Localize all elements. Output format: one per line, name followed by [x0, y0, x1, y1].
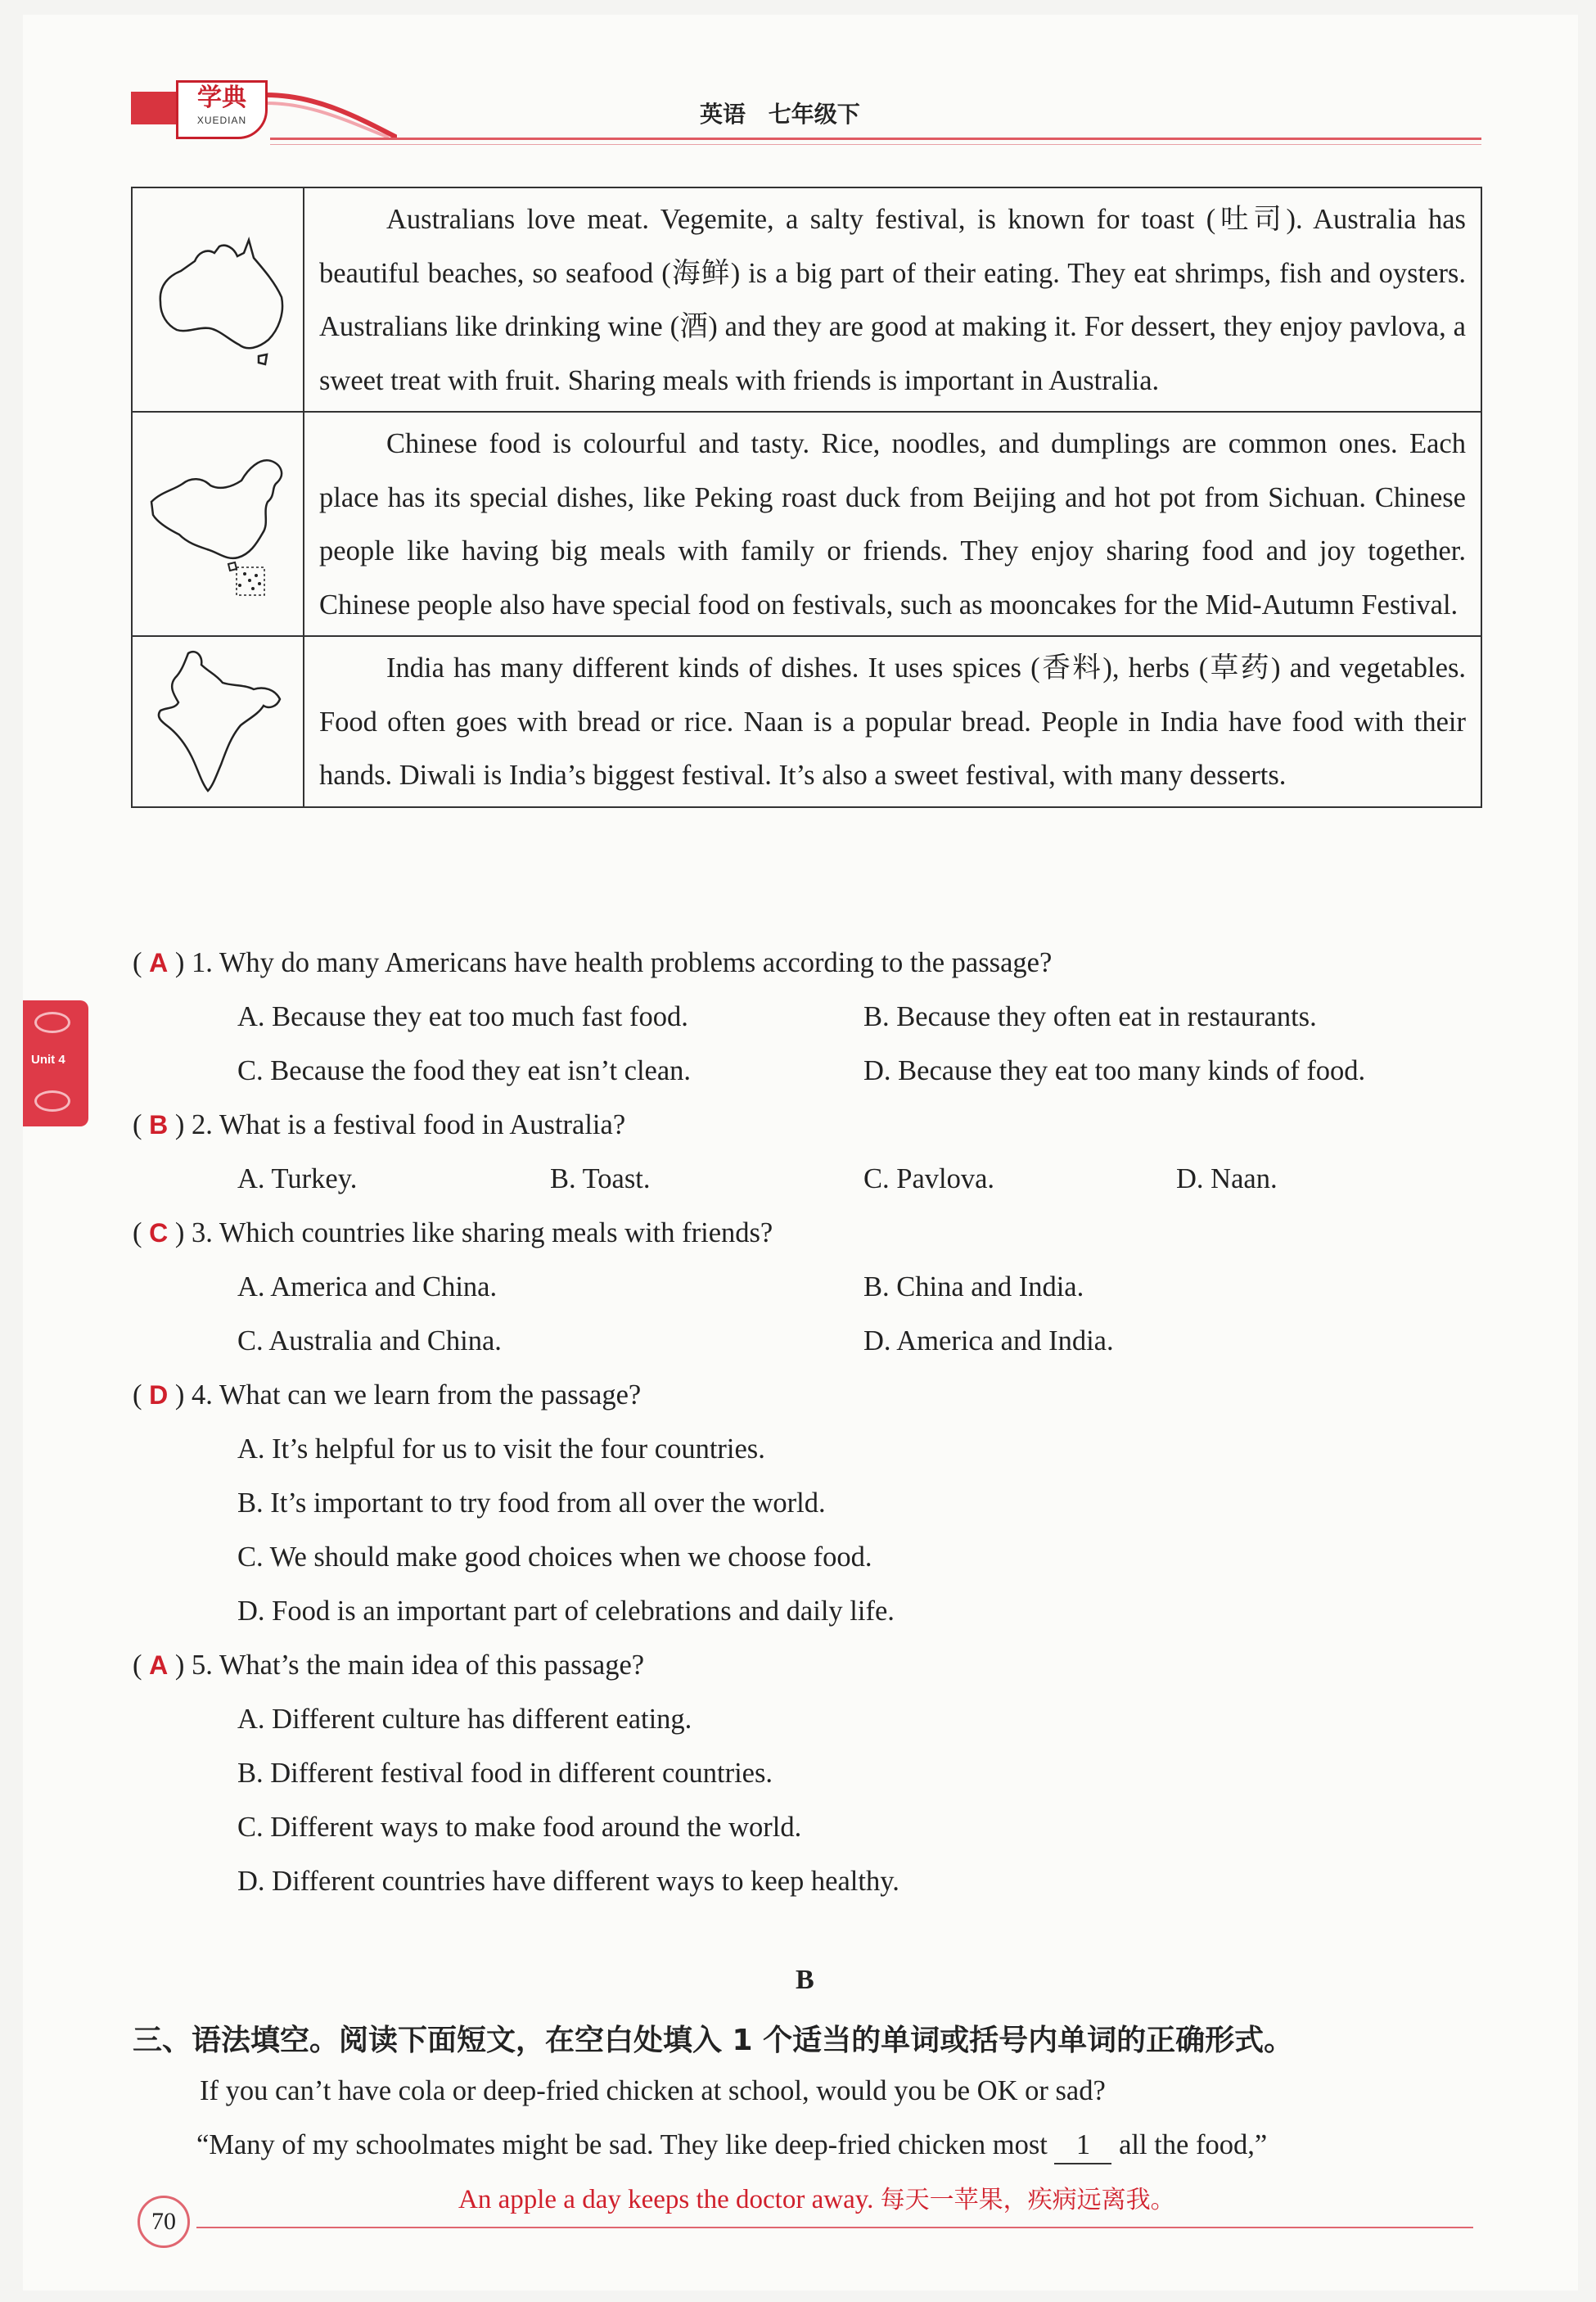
footer-motto — [458, 2179, 1175, 2215]
option: C. Different ways to make food around the world. — [237, 1812, 802, 1843]
motto-english: An apple a day keeps the doctor away. — [458, 2185, 874, 2214]
cloze-blank: 1 — [1054, 2127, 1111, 2164]
swirl-ornament-icon — [34, 1090, 70, 1112]
china-map-icon — [140, 445, 295, 600]
question-stem: 2. What is a festival food in Australia? — [191, 1109, 626, 1140]
table-row — [132, 187, 1481, 412]
option: D. Because they eat too many kinds of food. — [863, 1055, 1366, 1086]
option: D. Food is an important part of celebrations and daily life. — [237, 1596, 895, 1627]
section-b-heading: B — [796, 1965, 814, 1995]
option: D. Naan. — [1176, 1163, 1278, 1194]
question-stem: 1. Why do many Americans have health problems according to the passage? — [191, 947, 1053, 978]
table-row — [132, 412, 1481, 636]
table-row — [132, 636, 1481, 807]
passage-text: Chinese food is colourful and tasty. Rice, noodles, and dumplings are common ones. Each place has its special dishes, like Peking roast duck from Beijing and hot pot from Sichuan. Chinese people like having big meals with family or friends. They enjoy sharing food and joy together. Chinese people also have special food on festivals, such as mooncakes for the Mid-Autumn Festival. — [319, 428, 1466, 621]
question-4: ( D ) 4. What can we learn from the passage? — [133, 1379, 642, 1411]
unit-label: Unit 4 — [31, 1053, 65, 1067]
option: B. Different festival food in different countries. — [237, 1758, 773, 1789]
passage-text: India has many different kinds of dishes. It uses spices (香料), herbs (草药) and vegetables. Food often goes with bread or rice. Naan is a popular bread. People in India have food with their hands. Diwali is India’s biggest festival. It’s also a sweet festival, with many desserts. — [319, 652, 1466, 791]
answer-mark: D — [149, 1380, 169, 1410]
india-map-icon — [144, 642, 291, 797]
map-cell — [132, 187, 304, 412]
option: C. Because the food they eat isn’t clean. — [237, 1055, 692, 1086]
answer-mark: B — [149, 1110, 169, 1140]
cloze-line-2 — [196, 2127, 1267, 2164]
motto-chinese: 每天一苹果，疾病远离我。 — [880, 2186, 1175, 2214]
question-5: ( A ) 5. What’s the main idea of this passage? — [133, 1650, 645, 1681]
passage-china — [304, 412, 1481, 636]
publisher-logo — [176, 80, 268, 139]
logo-chinese: 学典 — [197, 84, 246, 112]
question-stem: 4. What can we learn from the passage? — [191, 1379, 642, 1411]
section-3-instructions: 三、语法填空。阅读下面短文，在空白处填入 1 个适当的单词或括号内单词的正确形式。 — [133, 2024, 1294, 2057]
option: A. Because they eat too much fast food. — [237, 1001, 688, 1032]
unit-side-tab — [23, 1000, 88, 1126]
option: B. Toast. — [550, 1163, 651, 1194]
option: C. Pavlova. — [863, 1163, 995, 1194]
option: D. Different countries have different ways to keep healthy. — [237, 1866, 899, 1897]
cloze-text: “Many of my schoolmates might be sad. They like deep-fried chicken most — [196, 2129, 1048, 2160]
map-cell — [132, 636, 304, 807]
option: A. Turkey. — [237, 1163, 358, 1194]
option: A. It’s helpful for us to visit the four countries. — [237, 1433, 765, 1465]
answer-mark: C — [149, 1218, 169, 1248]
australia-map-icon — [144, 228, 291, 368]
option: A. Different culture has different eating. — [237, 1704, 692, 1735]
option: B. It’s important to try food from all over the world. — [237, 1487, 826, 1519]
passage-text: Australians love meat. Vegemite, a salty festival, is known for toast (吐司). Australia has beautiful beaches, so seafood (海鲜) is a big part of their eating. They eat shrimps, fish and oysters. Australians like drinking wine (酒) and they are good at making it. For dessert, they enjoy pavlova, a sweet treat with fruit. Sharing meals with friends is important in Australia. — [319, 204, 1466, 396]
cloze-text: all the food,” — [1119, 2129, 1268, 2160]
page-number: 70 — [138, 2196, 190, 2248]
answer-mark: A — [149, 948, 169, 977]
question-3: ( C ) 3. Which countries like sharing meals with friends? — [133, 1217, 773, 1248]
question-2: ( B ) 2. What is a festival food in Australia? — [133, 1109, 626, 1140]
swirl-ornament-icon — [34, 1012, 70, 1033]
option: B. Because they often eat in restaurants. — [863, 1001, 1317, 1032]
book-title: 英语 七年级下 — [700, 101, 860, 128]
option: C. Australia and China. — [237, 1325, 502, 1356]
map-cell — [132, 412, 304, 636]
country-food-table — [131, 187, 1482, 808]
question-stem: 5. What’s the main idea of this passage? — [191, 1650, 645, 1681]
logo-pinyin: XUEDIAN — [196, 115, 247, 126]
header-swoosh — [266, 92, 397, 139]
option: C. We should make good choices when we choose food. — [237, 1541, 872, 1573]
footer-rule — [196, 2227, 1473, 2228]
header-rule-thin — [270, 144, 1481, 145]
header-rule — [270, 138, 1481, 140]
option: D. America and India. — [863, 1325, 1114, 1356]
passage-australia — [304, 187, 1481, 412]
answer-mark: A — [149, 1650, 169, 1680]
cloze-line-1: If you can’t have cola or deep-fried chicken at school, would you be OK or sad? — [200, 2075, 1106, 2106]
question-stem: 3. Which countries like sharing meals with friends? — [191, 1217, 773, 1248]
passage-india — [304, 636, 1481, 807]
option: A. America and China. — [237, 1271, 498, 1302]
question-1: ( A ) 1. Why do many Americans have health problems according to the passage? — [133, 947, 1053, 978]
option: B. China and India. — [863, 1271, 1084, 1302]
